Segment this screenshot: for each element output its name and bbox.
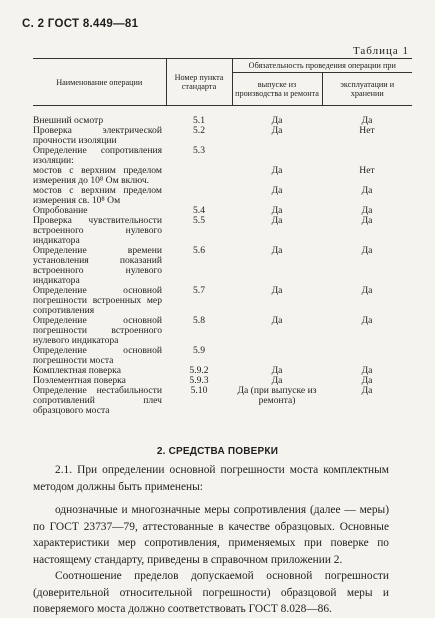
clause-number: 5.6 (193, 245, 205, 256)
table-row (33, 166, 412, 186)
operation-name: Определение основной погрешности моста (33, 345, 162, 366)
release-value: Да (271, 375, 283, 386)
storage-value: Да (361, 365, 373, 376)
clause-number: 5.10 (190, 385, 208, 396)
clause-number: 5.2 (193, 125, 205, 136)
operation-name: Определение сопротивления изоляции: (33, 145, 162, 166)
operation-name: мостов с верхним пределом измерения до 10⁸ Ом включ. (33, 165, 162, 186)
section-title: 2. СРЕДСТВА ПОВЕРКИ (156, 446, 279, 457)
storage-value: Да (361, 245, 373, 256)
operation-name: Определение основной погрешности встроенных мер сопротивления (33, 285, 162, 316)
storage-value (322, 146, 412, 166)
storage-value: Да (361, 315, 373, 326)
header-operation: Наименование операции (33, 59, 166, 106)
operations-table (33, 58, 412, 416)
table-row (33, 386, 412, 416)
operation-name: Внешний осмотр (33, 115, 104, 126)
header-clause: Номер пункта стандарта (166, 59, 232, 106)
storage-value (322, 346, 412, 366)
storage-value: Да (361, 385, 373, 396)
release-value (232, 346, 322, 366)
header-required: Обязательность проведения операции при (232, 59, 412, 73)
paragraph-measures: однозначные и многозначные меры сопротивления (далее — меры) по ГОСТ 23737—79, аттестованные в качестве образцовых. Основные характеристики мер сопротивления, применяемых при поверке по настоящему стандарту, приведены в справочном приложении 2. (33, 504, 389, 566)
clause-number: 5.9.3 (189, 375, 209, 386)
clause-number: 5.9.2 (189, 365, 209, 376)
storage-value: Да (361, 215, 373, 226)
header-release: выпуске из производства и ремонта (232, 73, 322, 106)
operation-name: Проверка электрической прочности изоляции (33, 125, 162, 146)
table-row (33, 216, 412, 246)
operation-name: Комплектная поверка (33, 365, 121, 376)
table-row (33, 106, 412, 127)
release-value: Да (при выпуске из ремонта) (237, 385, 317, 406)
storage-value: Да (361, 185, 373, 196)
operation-name: Проверка чувствительности встроенного нулевого индикатора (33, 215, 162, 246)
release-value: Да (271, 315, 283, 326)
table-row (33, 146, 412, 166)
operation-name: Поэлементная поверка (33, 375, 126, 386)
table-label: Таблица 1 (352, 45, 409, 57)
storage-value: Да (361, 115, 373, 126)
release-value: Да (271, 165, 283, 176)
table-row (33, 286, 412, 316)
paragraph-ratio: Соотношение пределов допускаемой основной погрешности (доверительной относительной погрешности) образцовой меры и поверяемого моста должно соответствовать ГОСТ 8.028—86. (33, 570, 389, 615)
operation-name: Опробование (33, 205, 88, 216)
clause-number (166, 166, 232, 186)
operation-name: мостов с верхним пределом измерения св. 10⁸ Ом (33, 185, 162, 206)
table-row (33, 316, 412, 346)
clause-number: 5.8 (193, 315, 205, 326)
clause-number (166, 186, 232, 206)
storage-value: Да (361, 375, 373, 386)
table-row (33, 246, 412, 286)
clause-number: 5.1 (193, 115, 205, 126)
release-value: Да (271, 125, 283, 136)
storage-value: Нет (359, 165, 375, 176)
release-value: Да (271, 115, 283, 126)
operation-name: Определение нестабильности сопротивлений плеч образцового моста (33, 385, 162, 416)
clause-number: 5.7 (193, 285, 205, 296)
release-value: Да (271, 365, 283, 376)
table-row (33, 126, 412, 146)
release-value: Да (271, 215, 283, 226)
clause-number: 5.3 (193, 145, 205, 156)
clause-number: 5.9 (193, 345, 205, 356)
release-value: Да (271, 205, 283, 216)
release-value: Да (271, 285, 283, 296)
storage-value: Нет (359, 125, 375, 136)
release-value (232, 146, 322, 166)
release-value: Да (271, 245, 283, 256)
table-row (33, 186, 412, 206)
operation-name: Определение времени установления показаний встроенного нулевого индикатора (33, 245, 162, 286)
clause-number: 5.4 (193, 205, 205, 216)
clause-number: 5.5 (193, 215, 205, 226)
storage-value: Да (361, 285, 373, 296)
release-value: Да (271, 185, 283, 196)
page-header: С. 2 ГОСТ 8.449—81 (22, 18, 139, 30)
header-operation-storage: эксплуатации и хранении (322, 73, 412, 106)
operation-name: Определение основной погрешности встроенного нулевого индикатора (33, 315, 162, 346)
table-row (33, 346, 412, 366)
storage-value: Да (361, 205, 373, 216)
paragraph-2-1: 2.1. При определении основной погрешности моста комплектным методом должны быть применены: (33, 464, 389, 493)
